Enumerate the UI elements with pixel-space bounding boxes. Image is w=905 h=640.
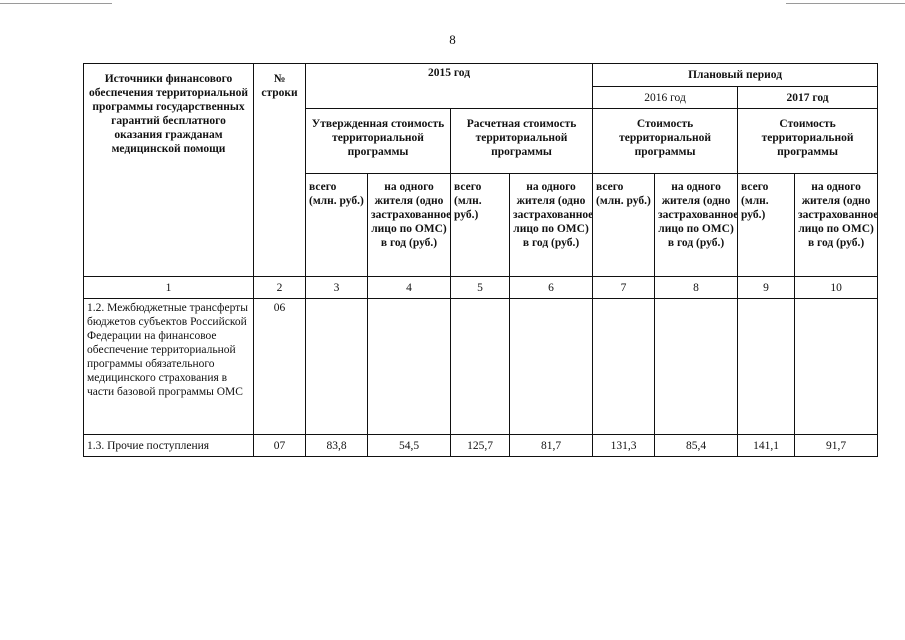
col-num-3: 3 bbox=[306, 277, 368, 299]
header-cost-2016: Стоимость территориальной программы bbox=[593, 109, 738, 174]
col-num-1: 1 bbox=[84, 277, 254, 299]
cell-value bbox=[655, 299, 738, 435]
col-num-5: 5 bbox=[451, 277, 510, 299]
header-cost-2017: Стоимость территориальной программы bbox=[738, 109, 878, 174]
cell-value: 81,7 bbox=[510, 435, 593, 457]
header-row-1 bbox=[84, 64, 878, 87]
header-total-7: всего (млн. руб.) bbox=[593, 174, 655, 277]
cell-value: 85,4 bbox=[655, 435, 738, 457]
col-num-6: 6 bbox=[510, 277, 593, 299]
header-year-2015: 2015 год bbox=[306, 64, 593, 109]
row-label: 1.3. Прочие поступления bbox=[84, 435, 254, 457]
cell-value: 141,1 bbox=[738, 435, 795, 457]
top-left-rule bbox=[0, 3, 112, 4]
header-per-resident-10: на одного жителя (одно застрахованное лицо по ОМС) в год (руб.) bbox=[795, 174, 878, 277]
col-num-8: 8 bbox=[655, 277, 738, 299]
top-right-rule bbox=[786, 3, 905, 4]
header-total-5: всего (млн. руб.) bbox=[451, 174, 510, 277]
cell-value bbox=[451, 299, 510, 435]
cell-value bbox=[510, 299, 593, 435]
column-number-row bbox=[84, 277, 878, 299]
cell-value bbox=[368, 299, 451, 435]
col-num-10: 10 bbox=[795, 277, 878, 299]
header-row-no: № строки bbox=[254, 64, 306, 277]
header-total-3: всего (млн. руб.) bbox=[306, 174, 368, 277]
col-num-9: 9 bbox=[738, 277, 795, 299]
col-num-4: 4 bbox=[368, 277, 451, 299]
row-number: 07 bbox=[254, 435, 306, 457]
header-source: Источники финансового обеспечения территориальной программы государственных гарантий бесплатного оказания гражданам медицинской помощи bbox=[84, 64, 254, 277]
cell-value bbox=[306, 299, 368, 435]
page-number: 8 bbox=[449, 32, 456, 47]
table-row bbox=[84, 299, 878, 435]
cell-value bbox=[738, 299, 795, 435]
header-total-9: всего (млн. руб.) bbox=[738, 174, 795, 277]
cell-value bbox=[795, 299, 878, 435]
header-per-resident-8: на одного жителя (одно застрахованное лицо по ОМС) в год (руб.) bbox=[655, 174, 738, 277]
cell-value: 83,8 bbox=[306, 435, 368, 457]
cell-value: 131,3 bbox=[593, 435, 655, 457]
header-calculated-cost: Расчетная стоимость территориальной программы bbox=[451, 109, 593, 174]
table-row bbox=[84, 435, 878, 457]
cell-value bbox=[593, 299, 655, 435]
header-per-resident-6: на одного жителя (одно застрахованное лицо по ОМС) в год (руб.) bbox=[510, 174, 593, 277]
cell-value: 125,7 bbox=[451, 435, 510, 457]
row-label: 1.2. Межбюджетные трансферты бюджетов субъектов Российской Федерации на финансовое обеспечение территориальной программы обязательного медицинского страхования в части базовой программы ОМС bbox=[84, 299, 254, 435]
cell-value: 54,5 bbox=[368, 435, 451, 457]
header-per-resident-4: на одного жителя (одно застрахованное лицо по ОМС) в год (руб.) bbox=[368, 174, 451, 277]
header-planned-period: Плановый период bbox=[593, 64, 878, 87]
row-number: 06 bbox=[254, 299, 306, 435]
header-year-2017: 2017 год bbox=[738, 87, 878, 109]
col-num-2: 2 bbox=[254, 277, 306, 299]
header-year-2016: 2016 год bbox=[593, 87, 738, 109]
col-num-7: 7 bbox=[593, 277, 655, 299]
financing-table bbox=[83, 63, 878, 457]
cell-value: 91,7 bbox=[795, 435, 878, 457]
header-approved-cost: Утвержденная стоимость территориальной программы bbox=[306, 109, 451, 174]
